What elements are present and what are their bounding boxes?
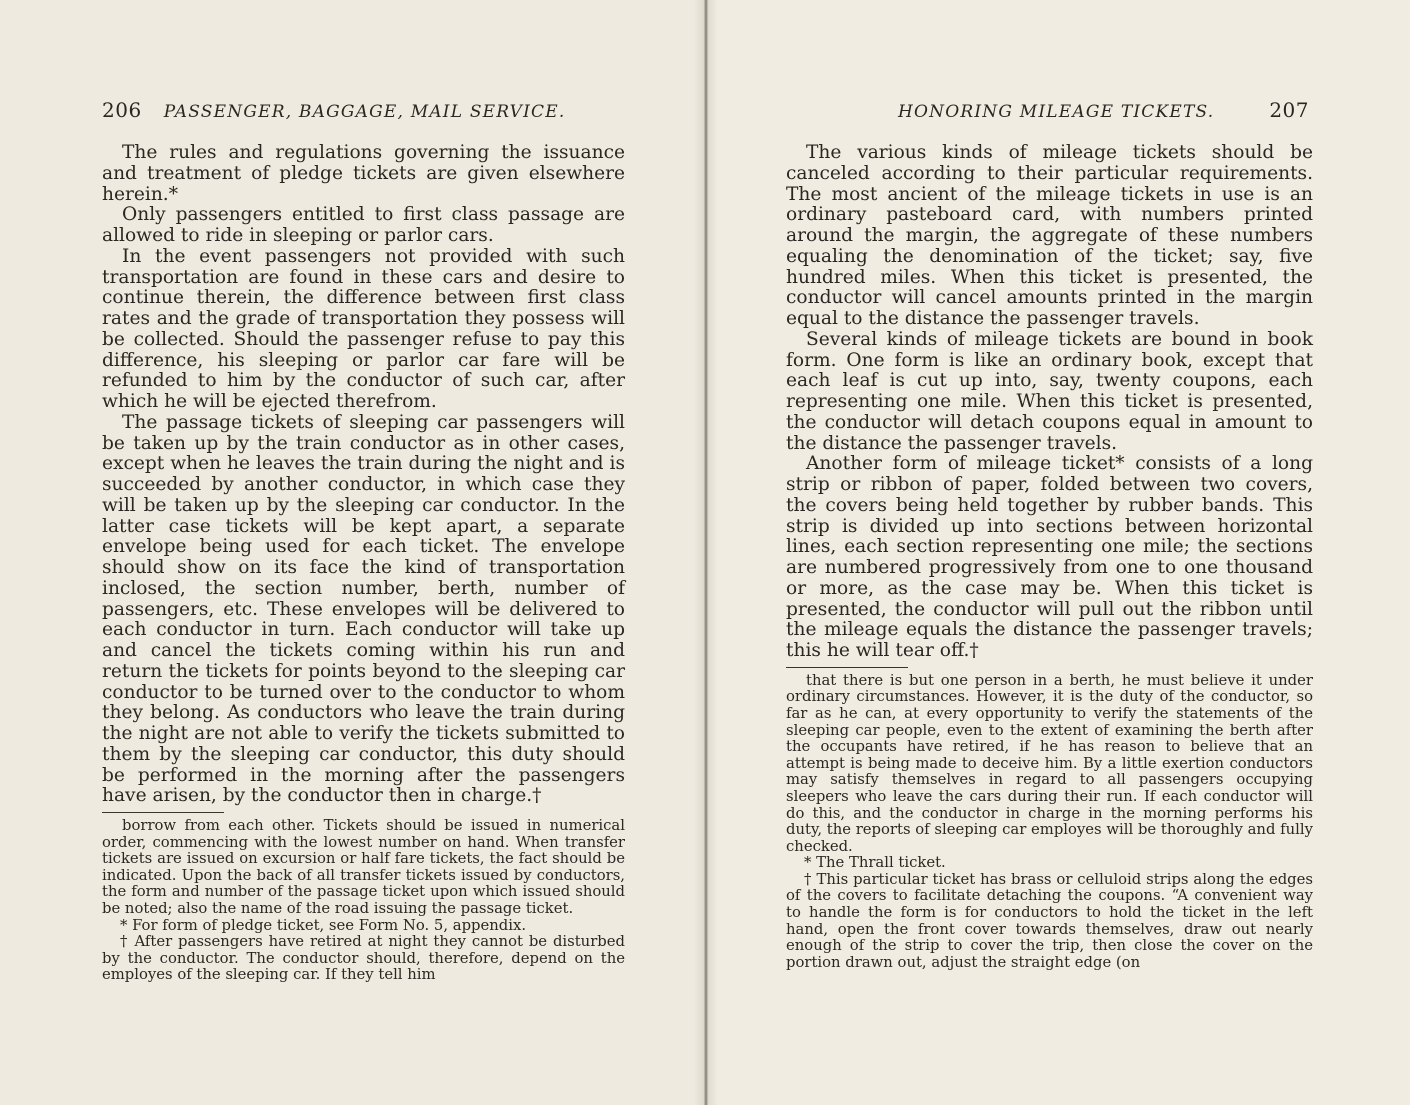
running-head bbox=[786, 98, 1309, 124]
paragraph: In the event passengers not provided with such transportation are found in these cars and desire to continue therein, the difference between first class rates and the grade of transportation they possess will be collected. Should the passenger refuse to pay this difference, his sleeping or parlor car fare will be refunded to him by the conductor of such car, after which he will be ejected therefrom. bbox=[102, 245, 625, 412]
paragraph: Another form of mileage ticket* consists of a long strip or ribbon of paper, folded between two covers, the covers being held together by rubber bands. This strip is divided up into sections between horizontal lines, each section representing one mile; the sections are numbered progressively from one to one thousand or more, as the case may be. When this ticket is presented, the conductor will pull out the ribbon until the mileage equals the distance the passenger travels; this he will tear off.† bbox=[786, 453, 1313, 661]
footnotes bbox=[102, 818, 625, 984]
footnotes bbox=[786, 673, 1313, 972]
paragraph: The various kinds of mileage tickets should be canceled according to their particular requirements. The most ancient of the mileage tickets in use is an ordinary pasteboard card, with numbers printed around the margin, the aggregate of these numbers equaling the denomination of the ticket; say, five hundred miles. When this ticket is presented, the conductor will cancel amounts printed in the margin equal to the distance the passenger travels. bbox=[786, 142, 1313, 329]
paragraph: The passage tickets of sleeping car passengers will be taken up by the train conductor as in other cases, except when he leaves the train during the night and is succeeded by another conductor, in which case they will be taken up by the sleeping car conductor. In the latter case tickets will be kept apart, a separate envelope being used for each ticket. The envelope should show on its face the kind of transportation inclosed, the section number, berth, number of passengers, etc. These envelopes will be delivered to each conductor in turn. Each conductor will take up and cancel the tickets coming within his run and return the tickets for points beyond to the sleeping car conductor to be turned over to the conductor to whom they belong. As conductors who leave the train during the night are not able to verify the tickets submitted to them by the sleeping car conductor, this duty should be performed in the morning after the passengers have arisen, by the conductor then in charge.† bbox=[102, 411, 625, 807]
page-number: 206 bbox=[102, 98, 142, 122]
paragraph: Only passengers entitled to first class passage are allowed to ride in sleeping or parlor cars. bbox=[102, 204, 625, 246]
right-page bbox=[706, 0, 1410, 1105]
footnote: that there is but one person in a berth, he must believe it under ordinary circumstances. However, it is the duty of the conductor, so far as he can, at every opportunity to verify the statements of the sleeping car people, even to the extent of examining the berth after the occupants have retired, if he has reason to believe that an attempt is being made to deceive him. By a little exertion conductors may satisfy themselves in regard to all passengers occupying sleepers who leave the cars during their run. If each conductor will do this, and the conductor in charge in the morning performs his duty, the reports of sleeping car employes will be thoroughly and fully checked. bbox=[786, 671, 1313, 855]
running-head-title: PASSENGER, BAGGAGE, MAIL SERVICE. bbox=[163, 102, 566, 122]
book-gutter bbox=[694, 0, 718, 1105]
body-text bbox=[786, 143, 1313, 971]
footnote-divider bbox=[102, 812, 224, 813]
paragraph: Several kinds of mileage tickets are bound in book form. One form is like an ordinary book, except that each leaf is cut up into, say, twenty coupons, each representing one mile. When this ticket is presented, the conductor will detach coupons equal in amount to the distance the passenger travels. bbox=[786, 328, 1313, 454]
footnote: † After passengers have retired at night they cannot be disturbed by the conductor. The conductor should, therefore, depend on the employes of the sleeping car. If they tell him bbox=[102, 933, 625, 984]
footnote: * The Thrall ticket. bbox=[804, 854, 946, 872]
footnote-divider bbox=[786, 667, 908, 668]
running-head-title: HONORING MILEAGE TICKETS. bbox=[898, 102, 1215, 122]
running-head bbox=[102, 98, 625, 124]
footnote: † This particular ticket has brass or celluloid strips along the edges of the covers to facilitate detaching the coupons. “A convenient way to handle the form is for conductors to hold the ticket in the left hand, open the front cover towards themselves, draw out nearly enough of the strip to cover the trip, then close the cover on the portion drawn out, adjust the straight edge (on bbox=[786, 870, 1313, 971]
body-text bbox=[102, 143, 625, 984]
footnote: borrow from each other. Tickets should be issued in numerical order, commencing with the lowest number on hand. When transfer tickets are issued on excursion or half fare tickets, the fact should be indicated. Upon the back of all transfer tickets issued by conductors, the form and number of the passage ticket upon which issued should be noted; also the name of the road issuing the passage ticket. bbox=[102, 817, 625, 917]
paragraph: The rules and regulations governing the issuance and treatment of pledge tickets are given elsewhere herein.* bbox=[102, 142, 625, 205]
footnote: * For form of pledge ticket, see Form No. 5, appendix. bbox=[120, 916, 527, 934]
page-number: 207 bbox=[1269, 98, 1309, 122]
